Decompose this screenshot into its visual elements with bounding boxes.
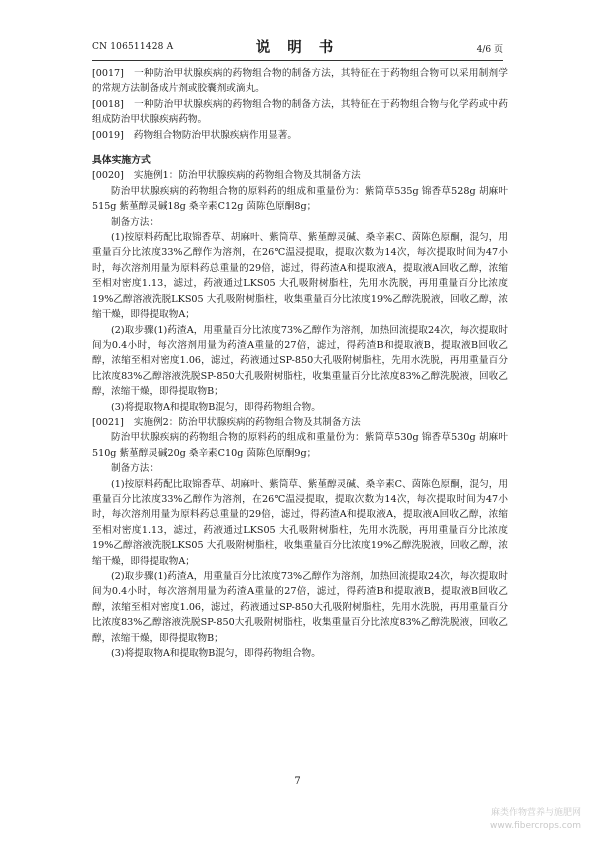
- example2-title: [92, 415, 508, 430]
- page-number: 7: [294, 776, 301, 787]
- example1-step1: (1)按原料药配比取锦香草、胡麻叶、紫筒草、紫堇醇灵碱、桑辛素C、茵陈色原酮，混匀，用重量百分比浓度33%乙醇作为溶剂，在26℃温浸提取，提取次数为14次，每次提取时间为47小时，每次溶剂用量为原料药总重量的29倍，滤过，得药渣A和提取液A，提取液A回收乙醇，浓缩至相对密度1.13，滤过，药液通过LKS05 大孔吸附树脂柱，先用水洗脱，再用重量百分比浓度19%乙醇溶液洗脱LKS05 大孔吸附树脂柱，收集重量百分比浓度19%乙醇洗脱液，回收乙醇，浓缩干燥，即得提取物A；: [92, 232, 508, 321]
- document-body: [92, 66, 508, 661]
- section-heading: 具体实施方式: [92, 155, 151, 167]
- paragraph-tag: [0021]: [92, 416, 124, 428]
- paragraph-0019: [92, 128, 508, 143]
- example-title-text: 实施例1：防治甲状腺疾病的药物组合物及其制备方法: [133, 170, 361, 182]
- document-title: 说 明 书: [255, 39, 340, 56]
- example1-method-label: 制备方法：: [111, 216, 159, 228]
- watermark-line1: 麻类作物营养与施肥网: [490, 808, 581, 818]
- watermark-line2: www.fibercrops.com: [490, 821, 581, 831]
- paragraph-tag: [0017]: [92, 68, 124, 79]
- page-indicator: 4/6 页: [476, 45, 503, 55]
- page-header: [92, 36, 503, 58]
- example2-step1: (1)按原料药配比取锦香草、胡麻叶、紫筒草、紫堇醇灵碱、桑辛素C、茵陈色原酮，混匀，用重量百分比浓度33%乙醇作为溶剂，在26℃温浸提取，提取次数为14次，每次提取时间为47小时，每次溶剂用量为原料药总重量的29倍，滤过，得药渣A和提取液A，提取液A回收乙醇，浓缩至相对密度1.13，滤过，药液通过LKS05 大孔吸附树脂柱，先用水洗脱，再用重量百分比浓度19%乙醇溶液洗脱LKS05 大孔吸附树脂柱，收集重量百分比浓度19%乙醇洗脱液，回收乙醇，浓缩干燥，即得提取物A；: [92, 478, 508, 567]
- example1-formula: 防治甲状腺疾病的药物组合物的原料药的组成和重量份为：紫筒草535g 锦香草528g 胡麻叶515g 紫堇醇灵碱18g 桑辛素C12g 茵陈色原酮8g；: [92, 185, 508, 213]
- example1-step2: (2)取步骤(1)药渣A，用重量百分比浓度73%乙醇作为溶剂，加热回流提取24次，每次提取时间为0.4小时，每次溶剂用量为药渣A重量的27倍，滤过，得药渣B和提取液B，提取液B回收乙醇，浓缩至相对密度1.06，滤过，药液通过SP-850大孔吸附树脂柱，先用水洗脱，再用重量百分比浓度83%乙醇溶液洗脱SP-850大孔吸附树脂柱，收集重量百分比浓度83%乙醇洗脱液，回收乙醇，浓缩干燥，即得提取物B；: [92, 324, 508, 398]
- example2-step3: (3)将提取物A和提取物B混匀，即得药物组合物。: [111, 648, 321, 660]
- paragraph-tag: [0020]: [92, 170, 124, 182]
- paragraph-tag: [0018]: [92, 98, 124, 110]
- header-divider: [92, 60, 503, 61]
- paragraph-0018: [92, 97, 508, 128]
- paragraph-0017: [92, 66, 508, 97]
- example2-step2: (2)取步骤(1)药渣A，用重量百分比浓度73%乙醇作为溶剂，加热回流提取24次，每次提取时间为0.4小时，每次溶剂用量为药渣A重量的27倍，滤过，得药渣B和提取液B，提取液B回收乙醇，浓缩至相对密度1.06，滤过，药液通过SP-850大孔吸附树脂柱，先用水洗脱，再用重量百分比浓度83%乙醇溶液洗脱SP-850大孔吸附树脂柱，收集重量百分比浓度83%乙醇洗脱液，回收乙醇，浓缩干燥，即得提取物B；: [92, 571, 508, 644]
- example2-formula: 防治甲状腺疾病的药物组合物的原料药的组成和重量份为：紫筒草530g 锦香草530g 胡麻叶510g 紫堇醇灵碱20g 桑辛素C10g 茵陈色原酮9g；: [92, 432, 508, 459]
- example-title-text: 实施例2：防治甲状腺疾病的药物组合物及其制备方法: [133, 416, 361, 428]
- paragraph-text: 一种防治甲状腺疾病的药物组合物的制备方法，其特征在于药物组合物与化学药或中药组成防治甲状腺疾病药物。: [92, 98, 508, 126]
- paragraph-text: 药物组合物防治甲状腺疾病作用显著。: [133, 129, 297, 141]
- watermark: [490, 807, 581, 833]
- example1-step3: (3)将提取物A和提取物B混匀，即得药物组合物。: [111, 401, 321, 413]
- paragraph-text: 一种防治甲状腺疾病的药物组合物的制备方法，其特征在于药物组合物可以采用制剂学的常规方法制备成片剂或胶囊剂或滴丸。: [92, 68, 508, 95]
- example1-title: [92, 168, 508, 183]
- paragraph-tag: [0019]: [92, 129, 124, 141]
- example2-method-label: 制备方法：: [111, 463, 159, 475]
- patent-number: CN 106511428 A: [92, 42, 174, 52]
